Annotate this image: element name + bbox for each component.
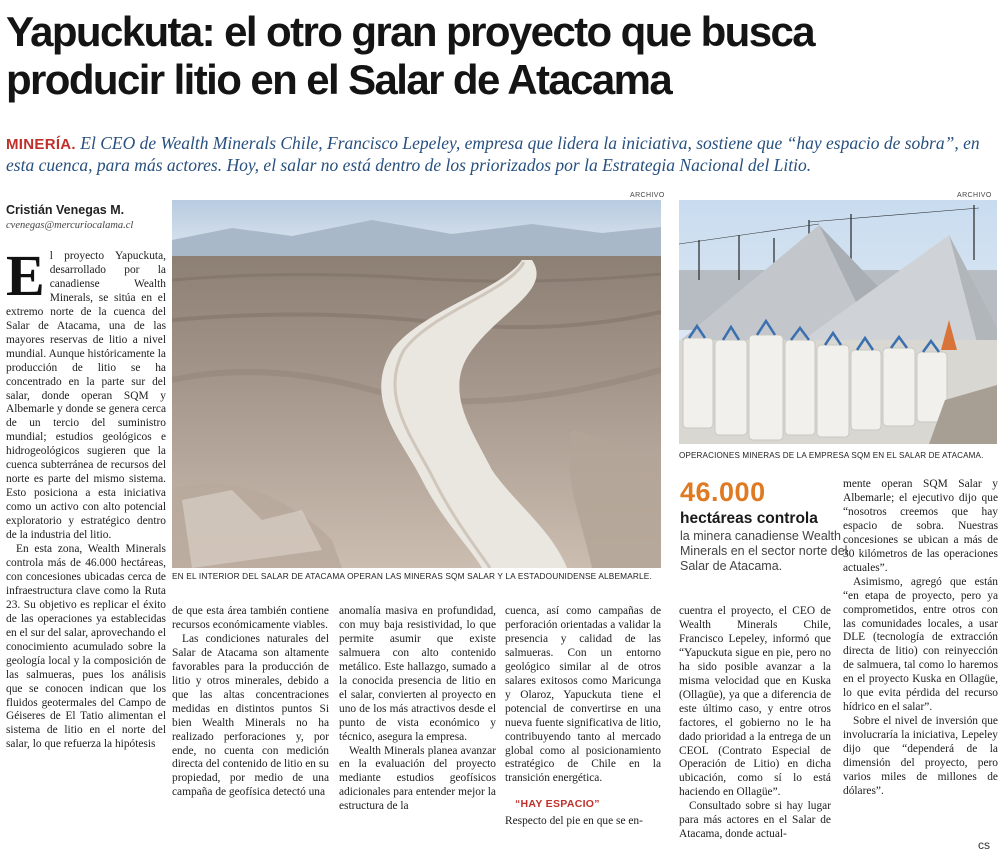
- headline-line-2: producir litio en el Salar de Atacama: [6, 56, 672, 103]
- author-name: Cristián Venegas M.: [6, 203, 125, 217]
- salt-flat-image: [172, 200, 661, 568]
- article-column-6: [843, 478, 998, 855]
- paragraph: Asimismo, agregó que están “en etapa de proyecto, pero ya comprometidos, entre otros con las comunidades locales, a usar DLE (tecnología de extracción directa de litio) con reinyección de salmuera, tal como lo haremos en el proyecto Kuska en Ollagüe, lo que evita pérdida del recurso hídrico en el salar”.: [843, 575, 998, 714]
- section-label: MINERÍA.: [6, 136, 76, 153]
- paragraph: Sobre el nivel de inversión que involucraría la iniciativa, Lepeley dijo que “dependerá de la dimensión del proyecto, pero varios miles de millones de dólares”.: [843, 715, 998, 797]
- byline: [6, 203, 166, 231]
- side-photo-credit: ARCHIVO: [957, 192, 992, 199]
- stat-description: la minera canadiense Wealth Minerals en el sector norte del Salar de Atacama.: [680, 529, 848, 573]
- paragraph: Respecto del pie en que se en-: [505, 815, 643, 828]
- drop-cap: E: [6, 250, 45, 308]
- sqm-operations-image: [679, 200, 997, 444]
- stat-label: hectáreas controla: [680, 510, 818, 527]
- side-photo: [679, 200, 997, 444]
- article-column-1: [6, 250, 166, 854]
- paragraph: de que esta área también contiene recursos económicamente viables.: [172, 605, 329, 631]
- main-photo-caption: EN EL INTERIOR DEL SALAR DE ATACAMA OPERAN LAS MINERAS SQM SALAR Y LA ESTADOUNIDENSE ALBEMARLE.: [172, 571, 652, 581]
- article-column-5: [679, 605, 831, 855]
- article-column-4: [505, 605, 661, 855]
- paragraph: En esta zona, Wealth Minerals controla más de 46.000 hectáreas, con concesiones ubicadas cerca de infraestructura clave como la Ruta 23. Su objetivo es replicar el éxito de las operaciones ya establecidas en el sur del salar, aprovechando el conocimiento acumulado sobre la geología local y la composición de las salmueras, pues los análisis que se conocen indican que los fluidos geotermales del Campo de Géiseres de El Tatio alimentan el sistema de litio en el norte del salar, lo que refuerza la hipótesis: [6, 543, 166, 751]
- headline-line-1: Yapuckuta: el otro gran proyecto que busca: [6, 8, 814, 55]
- paragraph: mente operan SQM Salar y Albemarle; el ejecutivo dijo que “nosotros creemos que hay espacio de sobra. Nuestras concesiones se ubican a más de 30 kilómetros de las operaciones actuales”.: [843, 478, 998, 574]
- main-photo-credit: ARCHIVO: [630, 192, 665, 199]
- paragraph: El proyecto Yapuckuta, desarrollado por la canadiense Wealth Minerals, se sitúa en el extremo norte de la cuenca del Salar de Atacama, una de las mayores reservas de litio a nivel mundial. Aunque históricamente la producción de litio se ha concentrado en la parte sur del salar, donde operan SQM y Albemarle y donde se genera cerca de un tercio del suministro mundial; estudios geológicos e hidrogeológicos sugieren que la cuenca subterránea de recursos del norte es parte del mismo sistema. Esto posiciona a esta iniciativa como un activo con alto potencial exploratorio y estratégico dentro de la industria del litio.: [6, 250, 166, 542]
- article-column-2: [172, 605, 329, 855]
- paragraph: Wealth Minerals planea avanzar en la evaluación del proyecto mediante estudios geofísicos adicionales para entender mejor la estructura de la: [339, 744, 496, 813]
- dek: [6, 133, 996, 176]
- author-email[interactable]: cvenegas@mercuriocalama.cl: [6, 220, 134, 231]
- main-photo: [172, 200, 661, 568]
- headline: [6, 8, 996, 104]
- dek-text: El CEO de Wealth Minerals Chile, Francisco Lepeley, empresa que lidera la iniciativa, sostiene que “hay espacio de sobra”, en esta cuenca, para más actores. Hoy, el salar no está dentro de los priorizados por la Estrategia Nacional del Litio.: [6, 133, 980, 175]
- paragraph: cuentra el proyecto, el CEO de Wealth Minerals Chile, Francisco Lepeley, informó que “Yapuckuta sigue en pie, pero no ha sido posible avanzar a la misma velocidad que en Kuska (Ollagüe), ya que a diferencia de este último caso, y entre otros factores, el gobierno no le ha dado prioridad a la entrega de un CEOL (Contrato Especial de Operación de Litio) en dicha ubicación, como sí lo está haciendo en Ollagüe”.: [679, 605, 831, 799]
- paragraph: Las condiciones naturales del Salar de Atacama son altamente favorables para la producción de litio y otros minerales, debido a que las altas concentraciones medidas en distintos puntos Si bien Wealth Minerals no ha realizado perforaciones y, por ende, no cuenta con medición directa del contenido de litio en su propiedad, por medio de una campaña de geofísica detectó una: [172, 632, 329, 799]
- end-mark: cs: [978, 838, 990, 852]
- stat-number: 46.000: [680, 477, 766, 507]
- subheading: “HAY ESPACIO”: [515, 798, 600, 811]
- article-column-3: [339, 605, 496, 855]
- paragraph: anomalía masiva en profundidad, con muy baja resistividad, lo que permite asumir que existe salmuera con alto contenido metálico. Este hallazgo, sumado a la conocida presencia de litio en el salar, convierten al proyecto en uno de los más atractivos desde el punto de vista económico y técnico, asegura la empresa.: [339, 605, 496, 743]
- paragraph: cuenca, así como campañas de perforación orientadas a validar la presencia y calidad de las salmueras. Con un entorno geológico similar al de otros salares exitosos como Maricunga y Olaroz, Yapuckuta tiene el potencial de convertirse en una nueva fuente significativa de litio, contribuyendo tanto al mercado global como al posicionamiento estratégico de Chile en la transición energética.: [505, 605, 661, 785]
- side-photo-caption: OPERACIONES MINERAS DE LA EMPRESA SQM EN EL SALAR DE ATACAMA.: [679, 451, 984, 460]
- paragraph: Consultado sobre si hay lugar para más actores en el Salar de Atacama, donde actual-: [679, 800, 831, 841]
